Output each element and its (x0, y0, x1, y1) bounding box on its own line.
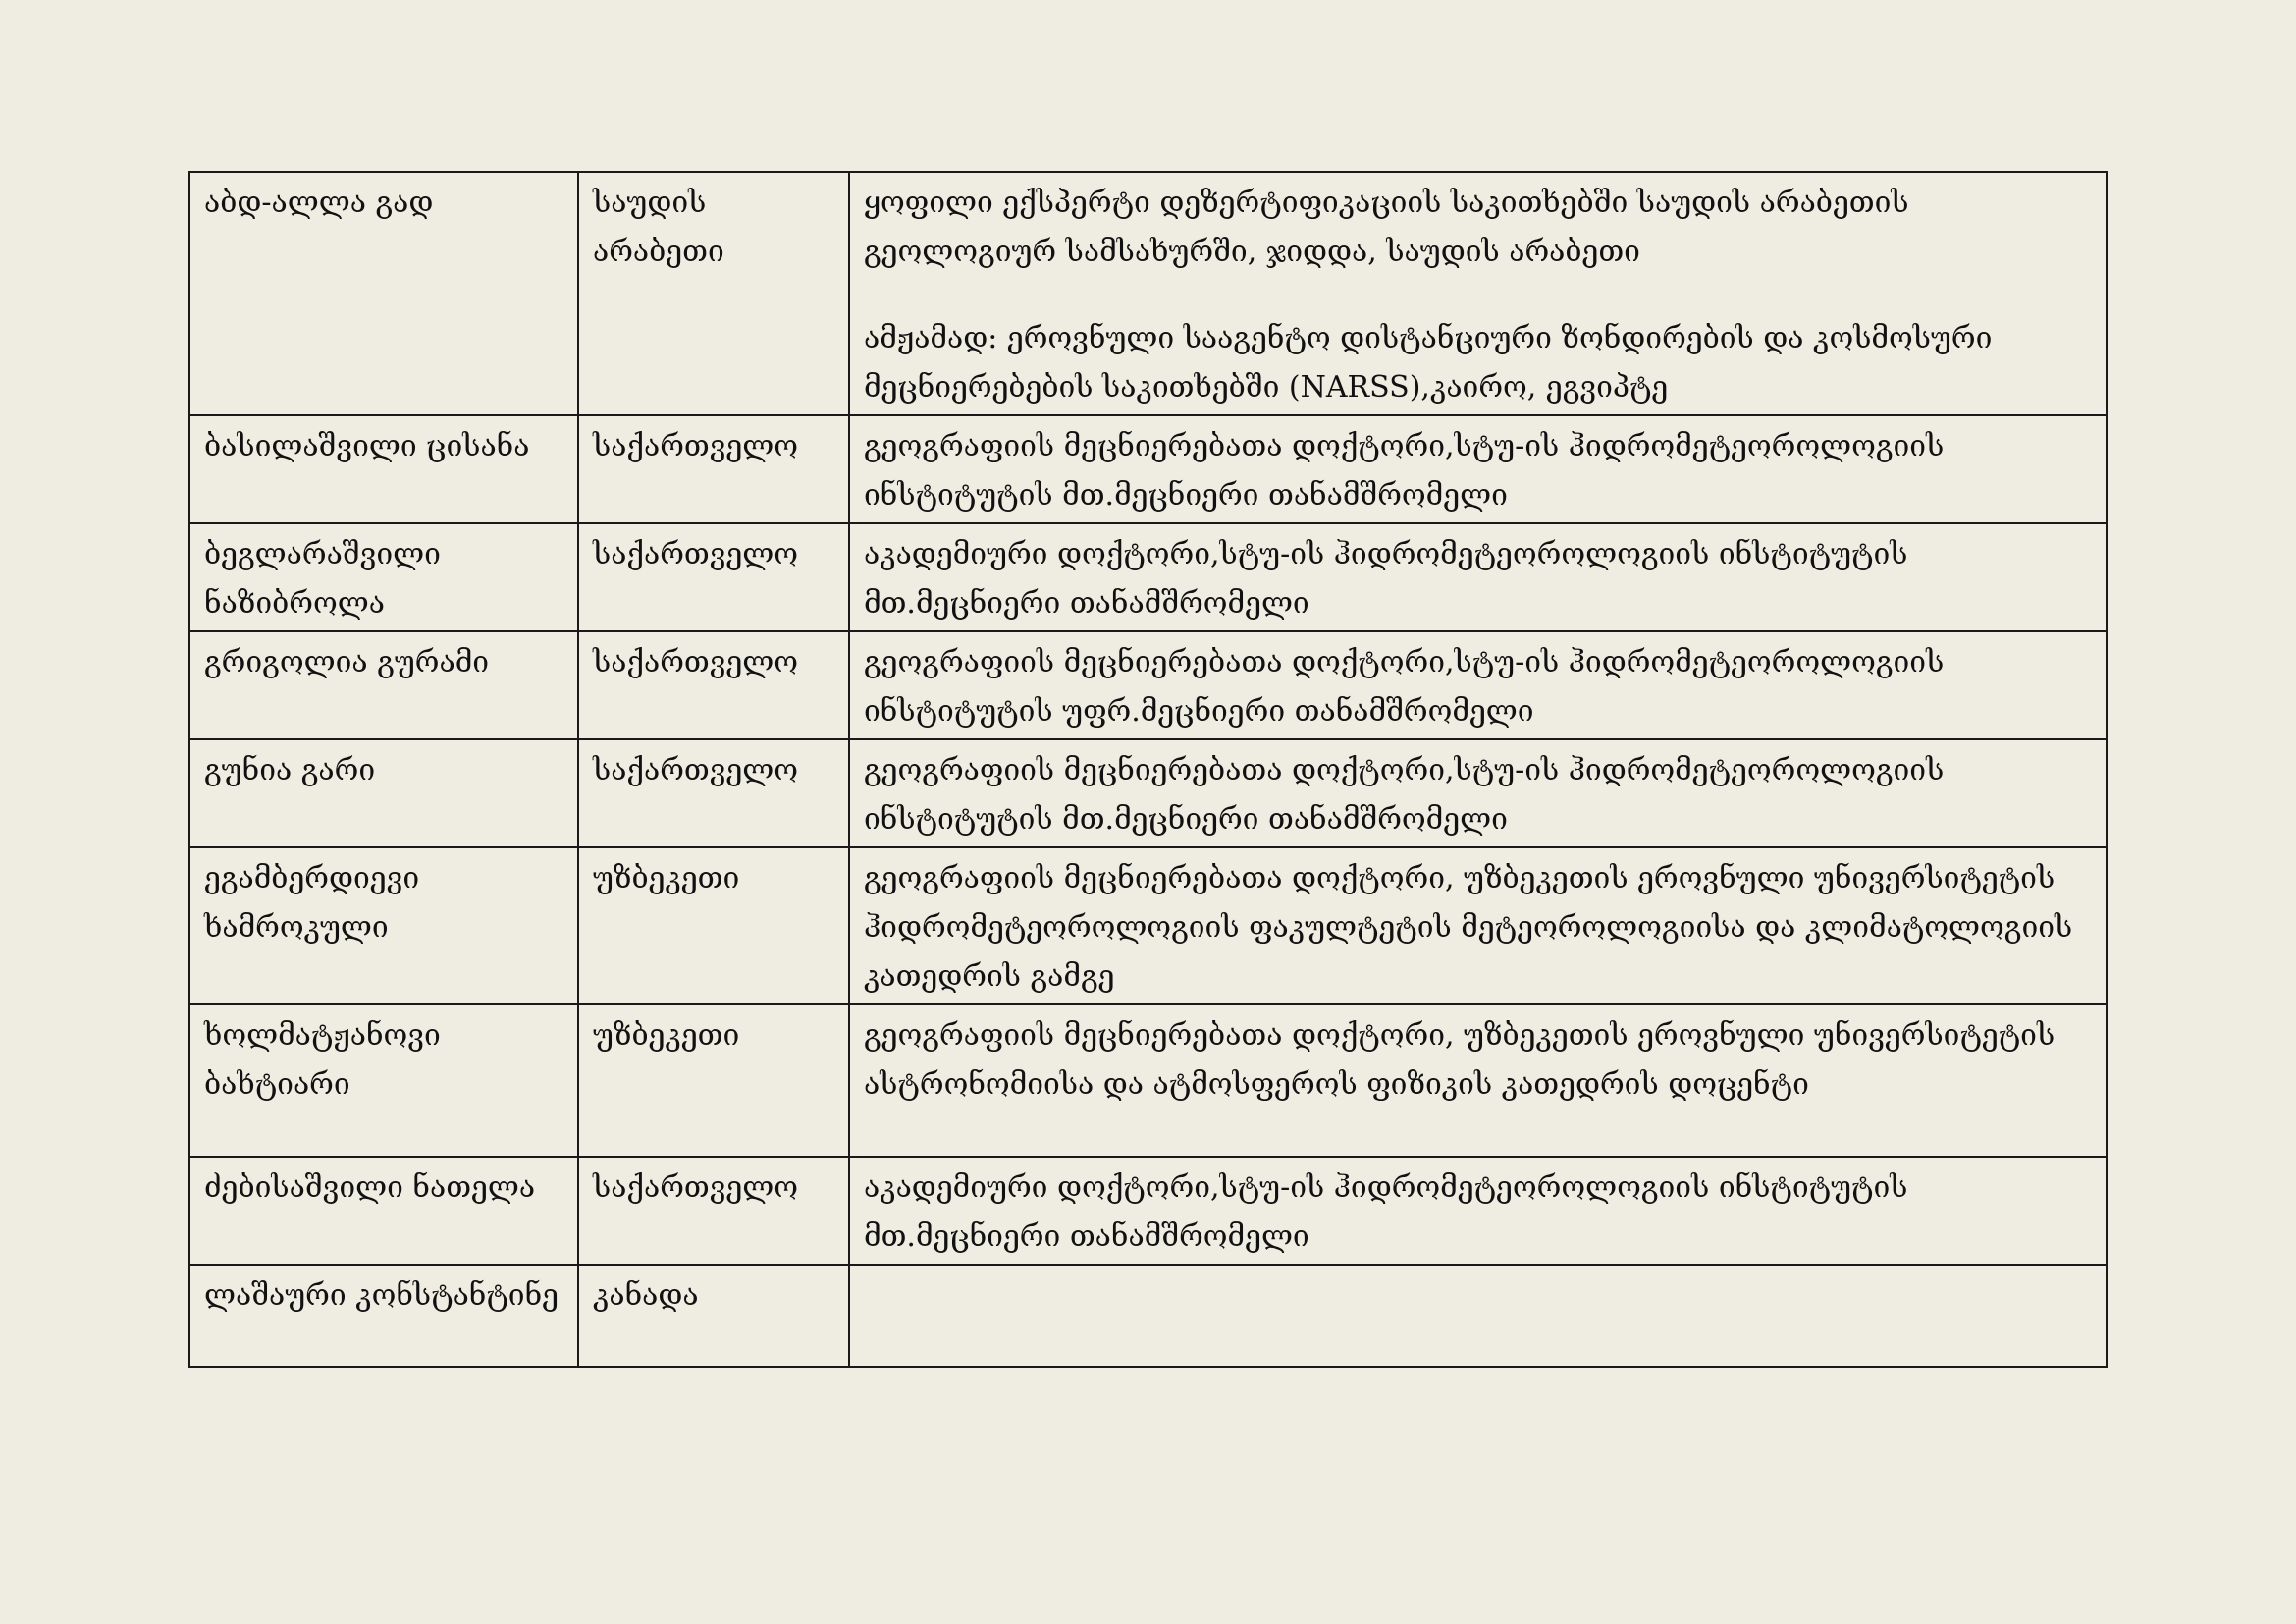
country-cell: საქართველო (578, 1157, 849, 1265)
country-cell: კანადა (578, 1265, 849, 1367)
name-cell: გუნია გარი (189, 739, 578, 847)
country-cell: საუდის არაბეთი (578, 172, 849, 415)
description-cell: გეოგრაფიის მეცნიერებათა დოქტორი,სტუ-ის ჰიდრომეტეოროლოგიის ინსტიტუტის მთ.მეცნიერი თანამშრომელი (849, 415, 2107, 523)
name-cell: ლაშაური კონსტანტინე (189, 1265, 578, 1367)
name-cell: გრიგოლია გურამი (189, 631, 578, 739)
table-row (189, 1265, 2107, 1367)
name-cell: ეგამბერდიევი ხამროკული (189, 847, 578, 1004)
table-row (189, 631, 2107, 739)
description-paragraph: ყოფილი ექსპერტი დეზერტიფიკაციის საკითხებში საუდის არაბეთის გეოლოგიურ სამსახურში, ჯიდდა, საუდის არაბეთი (864, 186, 1909, 269)
country-cell: უზბეკეთი (578, 847, 849, 1004)
description-cell (849, 172, 2107, 415)
table-row (189, 739, 2107, 847)
description-cell: აკადემიური დოქტორი,სტუ-ის ჰიდრომეტეოროლოგიის ინსტიტუტის მთ.მეცნიერი თანამშრომელი (849, 523, 2107, 631)
description-cell: გეოგრაფიის მეცნიერებათა დოქტორი, უზბეკეთის ეროვნული უნივერსიტეტის ჰიდრომეტეოროლოგიის ფაკულტეტის მეტეოროლოგიისა და კლიმატოლოგიის კათედრის გამგე (849, 847, 2107, 1004)
description-cell: გეოგრაფიის მეცნიერებათა დოქტორი,სტუ-ის ჰიდრომეტეოროლოგიის ინსტიტუტის უფრ.მეცნიერი თანამშრომელი (849, 631, 2107, 739)
name-cell: ბეგლარაშვილი ნაზიბროლა (189, 523, 578, 631)
table-row (189, 1157, 2107, 1265)
country-cell: საქართველო (578, 631, 849, 739)
country-cell: უზბეკეთი (578, 1004, 849, 1157)
country-cell: საქართველო (578, 739, 849, 847)
country-cell: საქართველო (578, 415, 849, 523)
table-row (189, 172, 2107, 415)
table-row (189, 1004, 2107, 1157)
description-cell: გეოგრაფიის მეცნიერებათა დოქტორი,სტუ-ის ჰიდრომეტეოროლოგიის ინსტიტუტის მთ.მეცნიერი თანამშრომელი (849, 739, 2107, 847)
table-row (189, 847, 2107, 1004)
members-table (188, 171, 2108, 1368)
table-row (189, 415, 2107, 523)
table-row (189, 523, 2107, 631)
description-cell (849, 1265, 2107, 1367)
description-paragraph: ამჟამად: ეროვნული სააგენტო დისტანციური ზონდირების და კოსმოსური მეცნიერებების საკითხებში (NARSS),კაირო, ეგვიპტე (864, 321, 1993, 405)
name-cell: ხოლმატჟანოვი ბახტიარი (189, 1004, 578, 1157)
name-cell: აბდ-ალლა გად (189, 172, 578, 415)
description-cell: გეოგრაფიის მეცნიერებათა დოქტორი, უზბეკეთის ეროვნული უნივერსიტეტის ასტრონომიისა და ატმოსფეროს ფიზიკის კათედრის დოცენტი (849, 1004, 2107, 1157)
description-cell: აკადემიური დოქტორი,სტუ-ის ჰიდრომეტეოროლოგიის ინსტიტუტის მთ.მეცნიერი თანამშრომელი (849, 1157, 2107, 1265)
name-cell: ძებისაშვილი ნათელა (189, 1157, 578, 1265)
name-cell: ბასილაშვილი ცისანა (189, 415, 578, 523)
country-cell: საქართველო (578, 523, 849, 631)
